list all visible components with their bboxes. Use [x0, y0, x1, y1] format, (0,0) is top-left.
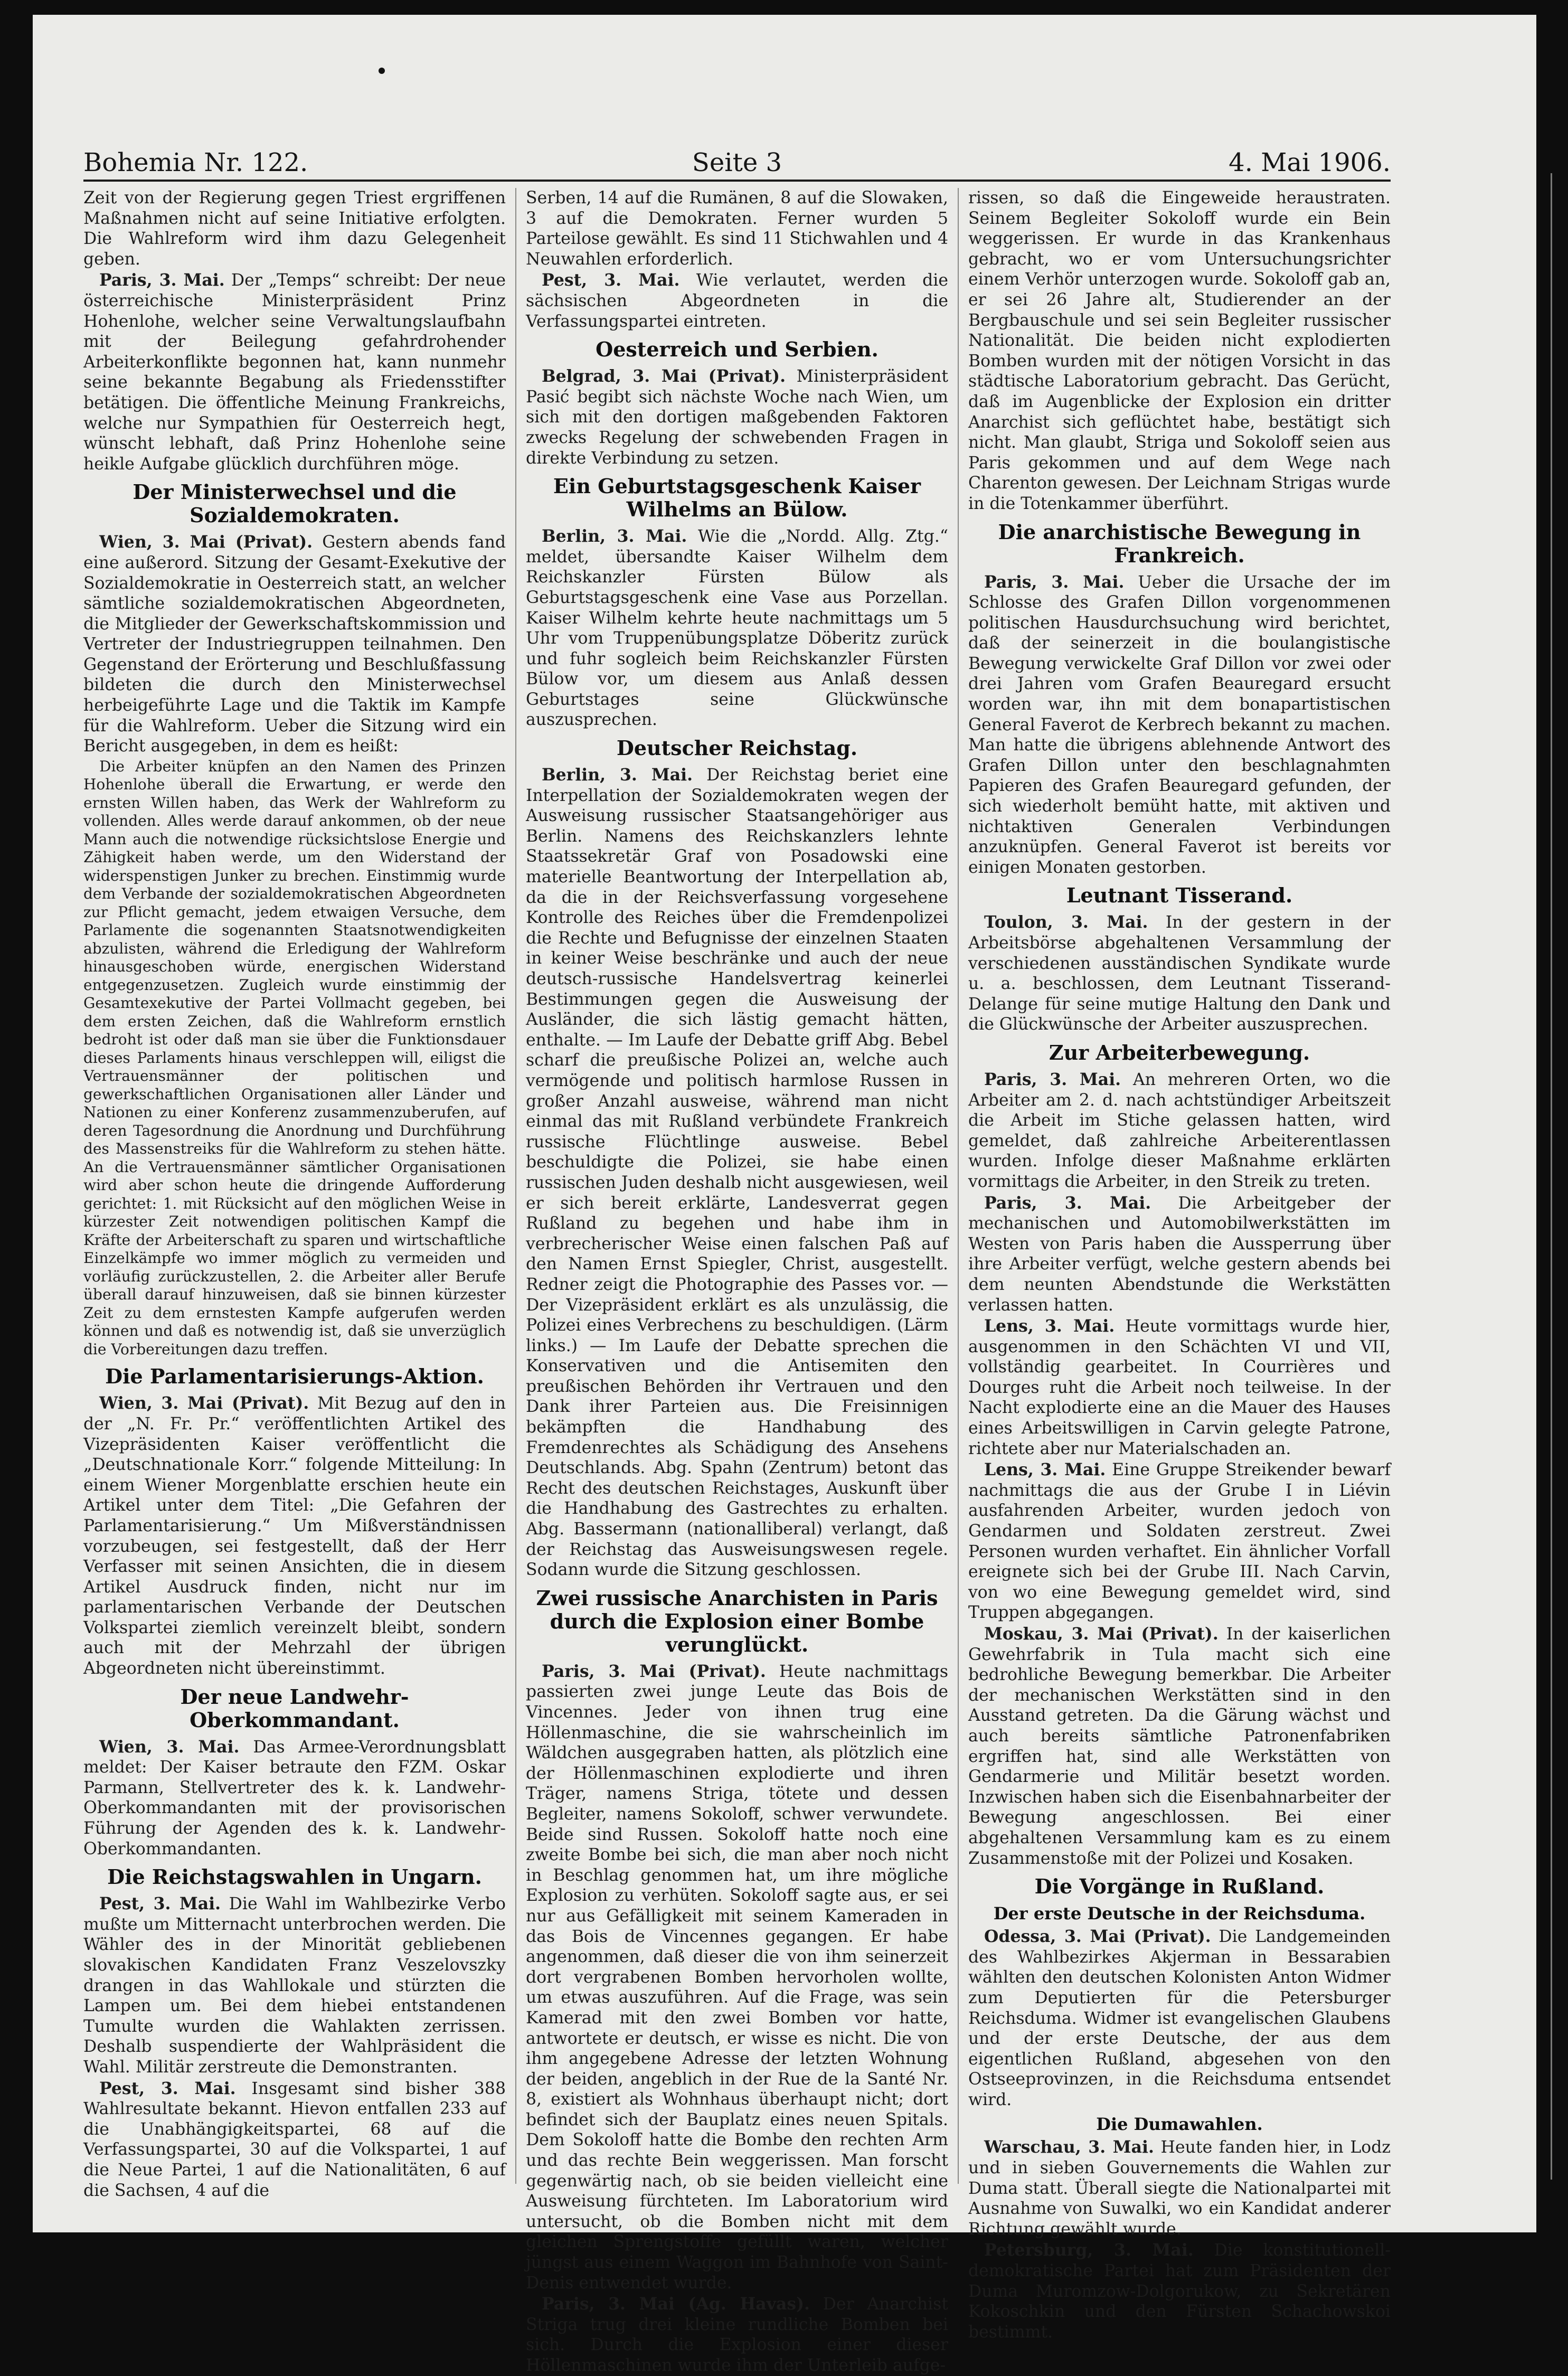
- article-text: Serben, 14 auf die Rumänen, 8 auf die Slowaken, 3 auf die Demokraten. Ferner wurden 5 Parteilose gewählt. Es sind 11 Stichwahlen und 4 Neuwahlen erforderlich.: [526, 188, 948, 269]
- headline: Deutscher Reichstag.: [616, 736, 858, 760]
- header-rule: [83, 180, 1391, 182]
- header-date: 4. Mai 1906.: [1229, 148, 1391, 177]
- dateline: Warschau, 3. Mai.: [984, 2137, 1154, 2157]
- article-paragraph: [968, 1193, 1391, 1316]
- article-text: Ueber die Ursache der im Schlosse des Grafen Dillon vorgenommenen politischen Hausdurchsuchung wird berichtet, daß der seinerzeit in die boulangistische Bewegung verwickelte Graf Dillon vor zwei oder drei Jahren vom Grafen Beauregard ersucht worden war, ihn mit dem bonapartistischen General Faverot de Kerbrech bekannt zu machen. Man hatte die übrigens ablehnende Antwort des Grafen Dillon unter den beschlagnahmten Papieren des Grafen Beauregard gefunden, der sich wiederholt bemüht hatte, mit aktiven und nichtaktiven Generalen Verbindungen anzuknüpfen. General Faverot ist bereits vor einigen Monaten gestorben.: [968, 572, 1391, 877]
- dateline: Wien, 3. Mai (Privat).: [99, 532, 313, 552]
- dateline: Toulon, 3. Mai.: [984, 912, 1148, 932]
- dateline: Moskau, 3. Mai (Privat).: [984, 1624, 1218, 1644]
- dateline: Paris, 3. Mai.: [99, 270, 225, 290]
- dateline: Berlin, 3. Mai.: [542, 765, 693, 785]
- dateline: Lens, 3. Mai.: [984, 1460, 1106, 1480]
- headline: Die anarchistische Bewegung in Frankreich.: [998, 520, 1361, 567]
- article-text: Die Arbeitgeber der mechanischen und Automobilwerkstätten im Westen von Paris haben die Aussperrung über ihre Arbeiter verfügt, welche gestern abends bei dem neunten Abendstunde die Werkstätten verlassen hatten.: [968, 1193, 1391, 1315]
- article-paragraph: [83, 1737, 506, 1860]
- article-text: Ministerpräsident Pasić begibt sich nächste Woche nach Wien, um sich mit den dortigen maßgebenden Faktoren zwecks Regelung der schwebenden Fragen in direkte Verbindung zu setzen.: [526, 367, 948, 468]
- article-paragraph: [968, 1070, 1391, 1192]
- article-text: Wie verlautet, werden die sächsischen Abgeordneten in die Verfassungspartei eintreten.: [526, 271, 949, 331]
- dateline: Paris, 3. Mai.: [984, 1193, 1151, 1213]
- article-paragraph: [968, 912, 1391, 1035]
- column-2: [526, 188, 949, 2375]
- dateline: Paris, 3. Mai (Privat).: [542, 1661, 766, 1681]
- article-paragraph: [83, 2079, 506, 2201]
- column-separator: [515, 188, 516, 2184]
- article-paragraph: [968, 572, 1391, 878]
- column-1: [83, 188, 506, 2200]
- article-paragraph: [83, 1393, 506, 1679]
- article-text: Heute fanden hier, in Lodz und in sieben Gouvernements die Wahlen zur Duma statt. Überall siegte die Nationalpartei mit Ausnahme von Suwalki, wo ein Kandidat anderer Richtung gewählt wurde.: [968, 2138, 1391, 2239]
- column-separator: [958, 188, 959, 2184]
- headline: Oesterreich und Serbien.: [596, 337, 879, 362]
- dateline: Berlin, 3. Mai.: [542, 526, 687, 546]
- article-text: Der Anarchist Striga trug drei kleine rundliche Bomben bei sich. Durch die Explosion einer dieser Höllenmaschinen wurde ihm der Unterleib aufge-: [526, 2295, 949, 2375]
- headline: Der Ministerwechsel und die Sozialdemokraten.: [133, 480, 457, 527]
- article-text: Der „Temps“ schreibt: Der neue österreichische Ministerpräsident Prinz Hohenlohe, welcher seine Verwaltungslaufbahn mit der Beilegung gefahrdrohender Arbeiterkonflikte begonnen hat, kann nunmehr seine bekannte Begabung als Friedensstifter betätigen. Die öffentliche Meinung Frankreichs, welche nur Sympathien für Oesterreich hegt, wünscht lebhaft, daß Prinz Hohenlohe seine heikle Aufgabe glücklich durchführen möge.: [83, 271, 506, 474]
- page-edge-line: [1551, 173, 1552, 2180]
- headline: Die Reichstagswahlen in Ungarn.: [107, 1865, 482, 1889]
- page-header: [83, 135, 1391, 177]
- subheadline: Die Dumawahlen.: [1096, 2114, 1263, 2135]
- dateline: Odessa, 3. Mai (Privat).: [984, 1927, 1211, 1947]
- article-paragraph: [526, 1662, 948, 2293]
- dateline: Pest, 3. Mai.: [99, 2078, 236, 2098]
- article-paragraph: [83, 270, 506, 474]
- article-paragraph: [968, 1460, 1391, 1623]
- dateline: Paris, 3. Mai.: [984, 1069, 1121, 1089]
- headline: Die Parlamentarisierungs-Aktion.: [105, 1364, 484, 1389]
- header-masthead: Bohemia Nr. 122.: [83, 148, 308, 177]
- headline: Zur Arbeiterbewegung.: [1049, 1040, 1310, 1064]
- article-text: Das Armee-Verordnungsblatt meldet: Der Kaiser betraute den FZM. Oskar Parmann, Stellvertreter des k. k. Landwehr-Oberkommandanten mit der provisorischen Führung der Agenden des k. k. Landwehr-Oberkommandanten.: [83, 1737, 506, 1859]
- article-paragraph: [526, 526, 948, 730]
- article-paragraph: [526, 765, 948, 1580]
- article-text: In der gestern in der Arbeitsbörse abgehaltenen Versammlung der verschiedenen ausständischen Syndikate wurde u. a. beschlossen, dem Leutnant Tisserand-Delange für seine mutige Haltung den Dank und die Glückwünsche der Arbeiter auszusprechen.: [968, 913, 1391, 1034]
- article-paragraph: [968, 1316, 1391, 1459]
- article-quote: Die Arbeiter knüpfen an den Namen des Prinzen Hohenlohe überall die Erwartung, er werde den ernsten Willen haben, das Werk der Wahlreform zu vollenden. Alles werde darauf ankommen, ob der neue Mann auch die notwendige rücksichtslose Energie und Zähigkeit haben werde, um den Widerstand der widerspenstigen Junker zu brechen. Einstimmig wurde dem Verbande der sozialdemokratischen Abgeordneten zur Pflicht gemacht, jedem etwaigen Versuche, dem Parlamente die sogenannten Staatsnotwendigkeiten abzulisten, während die Erledigung der Wahlreform hinausgeschoben würde, energischen Widerstand entgegenzusetzen. Zugleich wurde einstimmig der Gesamtexekutive der Partei Vollmacht gegeben, bei dem ersten Zeichen, daß die Wahlreform ernstlich bedroht ist oder daß man sie über die Funktionsdauer dieses Parlaments hinaus verschleppen will, eiligst die Vertrauensmänner der politischen und gewerkschaftlichen Organisationen aller Länder und Nationen zu einer Konferenz zusammenzuberufen, auf deren Tagesordnung die Anordnung und Durchführung des Massenstreiks für die Wahlreform zu stehen hätte. An die Vertrauensmänner sämtlicher Organisationen wird aber schon heute die dringende Aufforderung gerichtet: 1. mit Rücksicht auf den möglichen Weise in kürzester Zeit notwendigen politischen Kampf die Kräfte der Arbeiterschaft zu sparen und wirtschaftliche Einzelkämpfe wo immer möglich zu vermeiden und vorläufig zurückzustellen, 2. die Arbeiter aller Berufe überall darauf hinzuweisen, daß sie binnen kürzester Zeit zu dem ernstesten Kampfe aufgerufen werden können und daß es notwendig ist, daß sie unverzüglich die Vorbereitungen dazu treffen.: [83, 757, 506, 1358]
- article-paragraph: [526, 366, 948, 468]
- headline: Der neue Landwehr-Oberkommandant.: [180, 1684, 409, 1732]
- subheadline: Der erste Deutsche in der Reichsduma.: [993, 1903, 1366, 1924]
- article-text: Heute nachmittags passierten zwei junge Leute das Bois de Vincennes. Jeder von ihnen trug eine Höllenmaschine, die sie wahrscheinlich im Wäldchen ausgegraben hatten, als plötzlich eine der Höllenmaschinen explodierte und ihren Träger, namens Striga, tötete und dessen Begleiter, namens Sokoloff, schwer verwundete. Beide sind Russen. Sokoloff hatte noch eine zweite Bombe bei sich, die man aber noch nicht in Beschlag genommen hat, um ihre mögliche Explosion zu verhüten. Sokoloff sagte aus, er sei nur aus Gefälligkeit mit seinem Kameraden in das Bois de Vincennes gegangen. Er habe angenommen, daß dieser die von ihm seinerzeit dort vergrabenen Bomben hervorholen wollte, um etwas auszuführen. Auf die Frage, was sein Kamerad mit den zwei Bomben vor hatte, antwortete er deutsch, er wisse es nicht. Die von ihm angegebene Adresse der letzten Wohnung der beiden, angeblich in der Rue de la Santé Nr. 8, existiert als Wohnhaus überhaupt nicht; dort befindet sich der Bauplatz eines neuen Spitals. Dem Sokoloff hatte die Bombe den rechten Arm und das rechte Bein weggerissen. Man forscht gegenwärtig nach, ob sie beiden vielleicht eine Ausweisung fürchteten. Im Laboratorium wird untersucht, ob die Bomben nicht mit dem gleichen Sprengstoffe gefüllt waren, welcher jüngst aus einem Waggon im Bahnhofe von Saint-Denis entwendet wurde.: [526, 1662, 948, 2293]
- header-page-number: Seite 3: [692, 148, 782, 177]
- article-text: Heute vormittags wurde hier, ausgenommen in den Schächten VI und VII, vollständig gearbeitet. In Courrières und Dourges ruht die Arbeit noch teilweise. In der Nacht explodierte eine an die Mauer des Hauses eines Arbeitswilligen in Carvin gelegte Patrone, richtete aber nur Materialschaden an.: [968, 1317, 1391, 1458]
- article-text: Mit Bezug auf den in der „N. Fr. Pr.“ veröffentlichten Artikel des Vizepräsidenten Kaiser veröffentlicht die „Deutschnationale Korr.“ folgende Mitteilung: In einem Wiener Morgenblatte erschien heute ein Artikel unter dem Titel: „Die Gefahren der Parlamentarisierung.“ Um Mißverständnissen vorzubeugen, sei festgestellt, daß der Herr Verfasser mit seinen Ansichten, die in diesem Artikel Ausdruck finden, nicht nur im parlamentarischen Verbande der Deutschen Volkspartei ziemlich vereinzelt bleibt, sondern auch mit der Mehrzahl der übrigen Abgeordneten nicht übereinstimmt.: [83, 1394, 506, 1679]
- dateline: Lens, 3. Mai.: [984, 1316, 1115, 1336]
- article-text: An mehreren Orten, wo die Arbeiter am 2. d. nach achtstündiger Arbeitszeit die Arbeit im Stiche gelassen hatten, wird gemeldet, daß zahlreiche Arbeiterentlassen wurden. Infolge dieser Maßnahme erklärten vormittags die Arbeiter, in den Streik zu treten.: [968, 1070, 1391, 1191]
- dateline: Paris, 3. Mai (Ag. Havas).: [542, 2294, 810, 2314]
- dateline: Pest, 3. Mai.: [542, 270, 680, 290]
- headline: Zwei russische Anarchisten in Paris durch die Explosion einer Bombe verunglückt.: [536, 1586, 938, 1656]
- article-text: Gestern abends fand eine außerord. Sitzung der Gesamt-Exekutive der Sozialdemokratie in Oesterreich statt, an welcher sämtliche sozialdemokratischen Abgeordneten, die Mitglieder der Gewerkschaftskommission und Vertreter der Industriegruppen teilnahmen. Den Gegenstand der Erörterung und Beschlußfassung bildeten die durch den Ministerwechsel herbeigeführte Lage und die Taktik im Kampfe für die Wahlreform. Ueber die Sitzung wird ein Bericht ausgegeben, in dem es heißt:: [83, 533, 506, 756]
- scan-dust-speck: [379, 68, 385, 74]
- article-text: rissen, so daß die Eingeweide heraustraten. Seinem Begleiter Sokoloff wurde ein Bein weggerissen. Er wurde in das Krankenhaus gebracht, wo er vom Untersuchungsrichter einem Verhör unterzogen wurde. Sokoloff gab an, er sei 26 Jahre alt, Studierender an der Bergbauschule und sei sein Begleiter russischer Nationalität. Die beiden nicht explodierten Bomben wurden mit der nötigen Vorsicht in das städtische Laboratorium gebracht. Das Gerücht, daß im Augenblicke der Explosion ein dritter Anarchist sich geflüchtet habe, bestätigt sich nicht. Man glaubt, Striga und Sokoloff seien aus Paris gekommen und auf dem Wege nach Charenton gewesen. Der Leichnam Strigas wurde in die Totenkammer überführt.: [968, 188, 1391, 513]
- article-text: In der kaiserlichen Gewehrfabrik in Tula macht sich eine bedrohliche Bewegung bemerkbar. Die Arbeiter der mechanischen Werkstätten sind in den Ausstand getreten. Da die Gärung wächst und auch bereits sämtliche Patronenfabriken ergriffen hat, sind alle Werkstätten von Gendarmerie und Militär besetzt worden. Inzwischen haben sich die Eisenbahnarbeiter der Bewegung angeschlossen. Bei einer abgehaltenen Versammlung kam es zu einem Zusammenstoße mit der Polizei und Kosaken.: [968, 1625, 1391, 1868]
- dateline: Pest, 3. Mai.: [99, 1894, 221, 1914]
- article-text: Der Reichstag beriet eine Interpellation der Sozialdemokraten wegen der Ausweisung russischer Staatsangehöriger aus Berlin. Namens des Reichskanzlers lehnte Staatssekretär Graf von Posadowski eine materielle Beantwortung der Interpellation ab, da die in der Reichsverfassung vorgesehene Kontrolle des Reiches über die Fremdenpolizei die Rechte und Befugnisse der einzelnen Staaten in keiner Weise beschränke und auch der neue deutsch-russische Handelsvertrag keinerlei Bestimmungen gegen die Ausweisung der Ausländer, die sich lästig gemacht hätten, enthalte. — Im Laufe der Debatte griff Abg. Bebel scharf die preußische Polizei an, welche auch vermögende und politisch harmlose Russen in großer Anzahl ausweise, während man nicht einmal das mit Rußland verbündete Frankreich russische Flüchtlinge ausweise. Bebel beschuldigte die Polizei, sie habe einen russischen Juden deshalb nicht ausgewiesen, weil er sich bereit erklärte, Landesverrat gegen Rußland zu begehen und habe ihm in verbrecherischer Weise einen falschen Paß auf den Namen Ernst Spiegler, Christ, ausgestellt. Redner zeigt die Photographie des Passes vor. — Der Vizepräsident erklärt es als unzulässig, die Polizei eines Verbrechens zu beschuldigen. (Lärm links.) — Im Laufe der Debatte sprechen die Konservativen und die Antisemiten den preußischen Behörden ihr Vertrauen und den Dank ihrer Parteien aus. Die Freisinnigen bekämpften die Handhabung des Fremdenrechtes als Schädigung des Ansehens Deutschlands. Abg. Spahn (Zentrum) betont das Recht des deutschen Reichstages, Auskunft über die Handhabung des Gastrechtes zu erhalten. Abg. Bassermann (nationalliberal) verlangt, daß der Reichstag das Ausweisungswesen regele. Sodann wurde die Sitzung geschlossen.: [526, 766, 949, 1580]
- article-paragraph: [968, 1624, 1391, 1869]
- article-paragraph: [968, 2137, 1391, 2239]
- dateline: Belgrad, 3. Mai (Privat).: [542, 366, 786, 386]
- article-text: Die Landgemeinden des Wahlbezirkes Akjerman in Bessarabien wählten den deutschen Kolonisten Anton Widmer zum Deputierten für die Petersburger Reichsduma. Widmer ist evangelischen Glaubens und der erste Deutsche, der aus dem eigentlichen Rußland, abgesehen von den Ostseeprovinzen, in die Reichsduma entsendet wird.: [968, 1927, 1391, 2109]
- dateline: Wien, 3. Mai (Privat).: [99, 1393, 309, 1413]
- article-text: Wie die „Nordd. Allg. Ztg.“ meldet, übersandte Kaiser Wilhelm dem Reichskanzler Fürsten Bülow als Geburtstagsgeschenk eine Vase aus Porzellan. Kaiser Wilhelm kehrte heute nachmittags um 5 Uhr vom Truppenübungsplatze Döberitz zurück und fuhr sogleich beim Reichskanzler Fürsten Bülow vor, um diesem aus Anlaß dessen Geburtstages seine Glückwünsche auszusprechen.: [526, 527, 948, 730]
- article-text: Die Wahl im Wahlbezirke Verbo mußte um Mitternacht unterbrochen werden. Die Wähler des in der Minorität gebliebenen slovakischen Kandidaten Franz Veszelovszky drangen in das Wahllokale und stürzten die Lampen um. Bei dem hiebei entstandenen Tumulte wurden die Wahlakten zerrissen. Deshalb suspendierte der Wahlpräsident die Wahl. Militär zerstreute die Demonstranten.: [83, 1894, 506, 2077]
- article-text: Insgesamt sind bisher 388 Wahlresultate bekannt. Hievon entfallen 233 auf die Unabhängigkeitspartei, 68 auf die Verfassungspartei, 30 auf die Volkspartei, 1 auf die Neue Partei, 1 auf die Nationalitäten, 6 auf die Sachsen, 4 auf die: [83, 2079, 506, 2200]
- article-paragraph: [83, 1894, 506, 2077]
- dateline: Paris, 3. Mai.: [984, 572, 1125, 592]
- article-text: Eine Gruppe Streikender bewarf nachmittags die aus der Grube I in Liévin ausfahrenden Arbeiter, wurden jedoch von Gendarmen und Soldaten zerstreut. Zwei Personen wurden verhaftet. Ein ähnlicher Vorfall ereignete sich bei der Grube III. Nach Carvin, von wo eine Bewegung gemeldet wird, sind Truppen abgegangen.: [968, 1460, 1391, 1623]
- article-paragraph: [526, 270, 948, 332]
- headline: Leutnant Tisserand.: [1066, 883, 1293, 908]
- column-3: [968, 188, 1391, 2342]
- article-paragraph: [968, 2240, 1391, 2342]
- article-text: Zeit von der Regierung gegen Triest ergriffenen Maßnahmen nicht auf seine Initiative erfolgten. Die Wahlreform wird ihm dazu Gelegenheit geben.: [83, 188, 506, 269]
- dateline: Wien, 3. Mai.: [99, 1737, 240, 1757]
- article-paragraph: [83, 532, 506, 757]
- dateline: Petersburg, 3. Mai.: [984, 2240, 1194, 2260]
- newspaper-page: [33, 15, 1536, 2375]
- headline: Die Vorgänge in Rußland.: [1034, 1874, 1325, 1899]
- article-text: Die konstitutionell-demokratische Partei hat zum Präsidenten der Duma Muromzow-Dolgorukow, zu Sekretären Kokoschkin und den Fürsten Schachowskoi bestimmt.: [968, 2241, 1391, 2342]
- article-paragraph: [968, 1927, 1391, 2110]
- headline: Ein Geburtstagsgeschenk Kaiser Wilhelms an Bülow.: [553, 474, 921, 522]
- article-paragraph: [526, 2294, 948, 2375]
